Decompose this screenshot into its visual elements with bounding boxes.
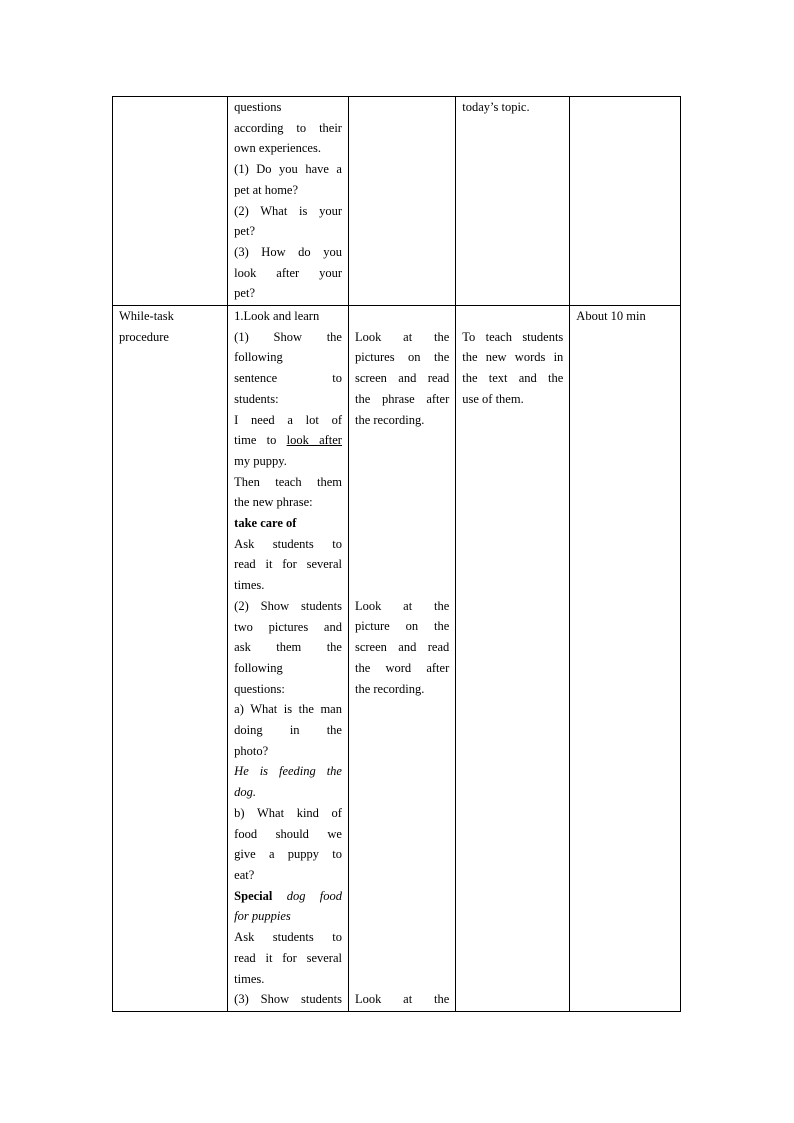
text-line: read it for several xyxy=(234,557,342,572)
teacher-activity-cell xyxy=(228,306,349,1012)
stage-label: procedure xyxy=(119,329,169,344)
answer-line: dog. xyxy=(234,785,257,800)
text-line: questions xyxy=(234,100,282,114)
spacer xyxy=(355,803,449,824)
purpose-cell xyxy=(456,97,570,306)
spacer xyxy=(355,451,449,472)
text-line: my puppy. xyxy=(234,453,287,468)
answer-line: He is feeding the xyxy=(234,764,342,779)
text-line: two pictures and xyxy=(234,619,342,634)
text-line: the new words in xyxy=(462,350,564,365)
stage-cell xyxy=(113,306,228,1012)
lesson-plan-table xyxy=(112,96,681,1012)
spacer xyxy=(462,306,563,327)
text-line: today’s topic. xyxy=(462,100,530,114)
text-line: (1) Show the xyxy=(234,329,342,344)
text-line: Look at the xyxy=(354,329,450,344)
text-line: eat? xyxy=(234,867,255,882)
answer-line: for puppies xyxy=(234,909,291,924)
text-line: times. xyxy=(234,971,265,986)
text-line: read it for several xyxy=(234,950,342,965)
spacer xyxy=(355,699,449,720)
text-fragment: time to xyxy=(234,433,287,448)
text-line: (1) Do you have a xyxy=(234,162,342,177)
text-line: (2) What is your xyxy=(234,203,342,218)
text-line: b) What kind of xyxy=(234,805,342,820)
text-line: according to their xyxy=(234,120,342,135)
spacer xyxy=(355,513,449,534)
text-line: screen and read xyxy=(354,371,450,386)
text-line: (2) Show students xyxy=(234,598,342,613)
spacer xyxy=(355,947,449,968)
section-heading: 1.Look and learn xyxy=(234,309,320,323)
text-line: ask them the xyxy=(234,640,342,655)
text-line: (3) Show students xyxy=(234,992,342,1007)
spacer xyxy=(355,492,449,513)
spacer xyxy=(355,844,449,865)
spacer xyxy=(355,554,449,575)
text-line: Then teach them xyxy=(234,474,342,489)
text-line: Ask students to xyxy=(234,536,342,551)
text-line: (3) How do you xyxy=(234,244,342,259)
spacer xyxy=(355,906,449,927)
spacer xyxy=(355,430,449,451)
text-line: students: xyxy=(234,391,279,406)
text-line xyxy=(234,430,342,451)
text-line: a) What is the man xyxy=(234,702,342,717)
answer-line xyxy=(234,886,342,907)
time-label: About 10 min xyxy=(576,309,646,323)
spacer xyxy=(355,720,449,741)
text-line: pet at home? xyxy=(234,182,299,197)
text-line: doing in the xyxy=(234,723,342,738)
text-line: own experiences. xyxy=(234,141,321,156)
text-line: picture on the xyxy=(354,619,450,634)
text-line: Look at the xyxy=(354,598,450,613)
text-line: the recording. xyxy=(354,681,425,696)
text-line: give a puppy to xyxy=(234,847,342,862)
spacer xyxy=(355,472,449,493)
table-row xyxy=(113,306,681,1012)
spacer xyxy=(355,968,449,989)
text-line: look after your xyxy=(234,265,342,280)
spacer xyxy=(355,741,449,762)
bold-word: Special xyxy=(234,888,273,903)
text-line: following xyxy=(234,350,283,365)
time-cell xyxy=(570,97,681,306)
text-line: Look at the xyxy=(354,991,450,1006)
text-line: food should we xyxy=(234,826,342,841)
text-line: To teach students xyxy=(462,329,564,344)
spacer xyxy=(355,534,449,555)
student-activity-cell xyxy=(348,306,455,1012)
spacer xyxy=(355,306,449,327)
text-line: pet? xyxy=(234,286,255,301)
purpose-cell xyxy=(456,306,570,1012)
text-line: sentence to xyxy=(234,371,342,386)
text-line: pet? xyxy=(234,224,255,239)
spacer xyxy=(355,823,449,844)
stage-label: While-task xyxy=(119,309,174,323)
text-line: Ask students to xyxy=(234,930,342,945)
spacer xyxy=(355,782,449,803)
text-line: times. xyxy=(234,578,265,593)
spacer xyxy=(355,885,449,906)
text-line: pictures on the xyxy=(354,350,450,365)
text-line: use of them. xyxy=(462,391,524,406)
text-line: the word after xyxy=(354,660,450,675)
student-activity-cell xyxy=(348,97,455,306)
text-line: the recording. xyxy=(354,412,425,427)
text-line: questions: xyxy=(234,681,285,696)
teacher-activity-cell xyxy=(228,97,349,306)
text-line: the phrase after xyxy=(354,391,450,406)
text-line: following xyxy=(234,660,283,675)
spacer xyxy=(355,865,449,886)
underlined-phrase: look after xyxy=(286,433,342,448)
spacer xyxy=(355,575,449,596)
text-line: I need a lot of xyxy=(234,412,342,427)
spacer xyxy=(355,927,449,948)
time-cell xyxy=(570,306,681,1012)
stage-cell xyxy=(113,97,228,306)
text-line: the new phrase: xyxy=(234,495,313,510)
bold-phrase: take care of xyxy=(234,516,297,531)
text-line: screen and read xyxy=(354,640,450,655)
spacer xyxy=(355,761,449,782)
table-row xyxy=(113,97,681,306)
italic-phrase: dog food xyxy=(272,888,342,903)
text-line: the text and the xyxy=(462,371,564,386)
text-line: photo? xyxy=(234,743,269,758)
